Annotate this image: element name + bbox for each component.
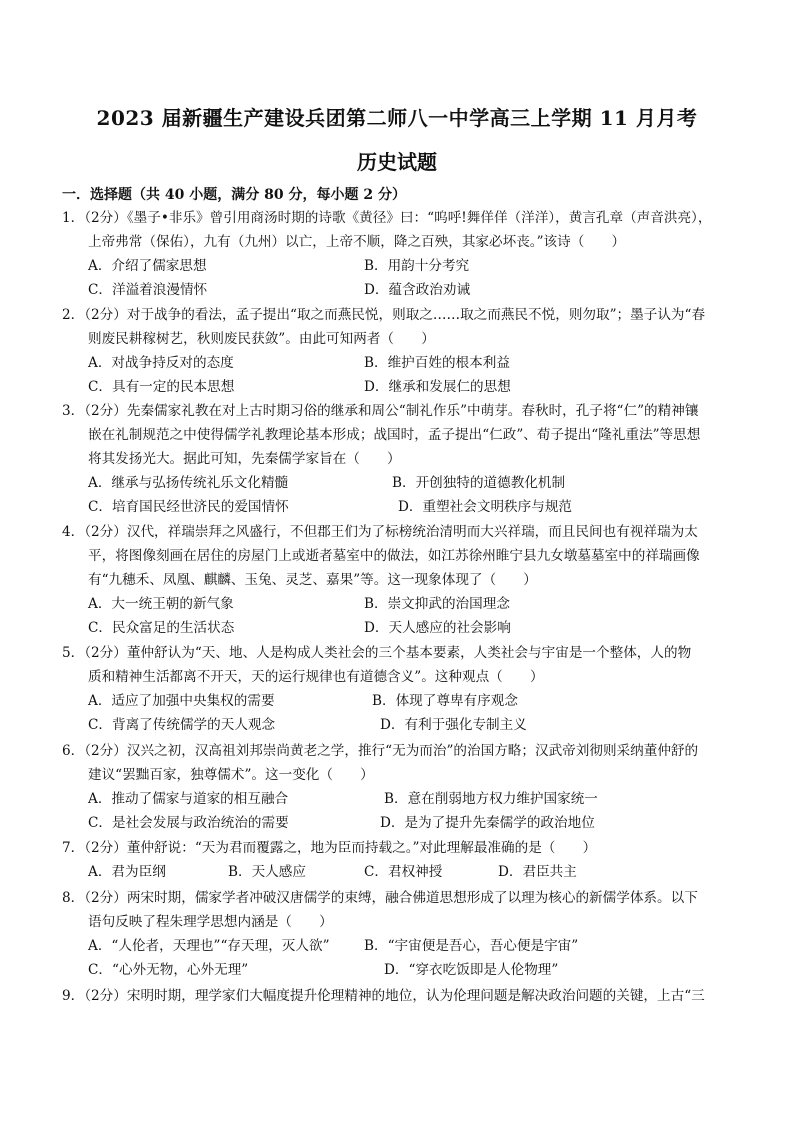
question-stem-line: 上帝弗常（保佑），九有（九州）以亡，上帝不顺，降之百殃，其家必坏丧。”该诗（ ） bbox=[88, 234, 626, 250]
question-8 bbox=[62, 886, 742, 982]
question-stem-line: 将其发扬光大。据此可知，先秦儒学家旨在（ ） bbox=[88, 451, 401, 467]
question-stem-line: 1．（2分）《墨子•非乐》曾引用商汤时期的诗歌《黄径》曰：“呜呼!舞佯佯（洋洋），黄言孔章（声音洪亮）， bbox=[62, 210, 712, 226]
question-stem-line: 6．（2分）汉兴之初，汉高祖刘邦崇尚黄老之学，推行“无为而治”的治国方略；汉武帝刘彻则采纳董仲舒的 bbox=[62, 743, 699, 759]
question-1 bbox=[62, 206, 742, 302]
option-a[interactable]: A．适应了加强中央集权的需要 bbox=[88, 693, 275, 709]
question-5 bbox=[62, 641, 742, 737]
option-b[interactable]: B．崇文抑武的治国理念 bbox=[364, 596, 510, 612]
question-stem-line: 语句反映了程朱理学思想内涵是（ ） bbox=[88, 914, 333, 930]
option-c[interactable]: C．民众富足的生活状态 bbox=[88, 620, 235, 636]
option-c[interactable]: C．君权神授 bbox=[364, 864, 443, 880]
option-b[interactable]: B．维护百姓的根本利益 bbox=[364, 355, 510, 371]
question-stem-line: 平，将图像刻画在居住的房屋门上或逝者墓室中的做法，如江苏徐州睢宁县九女墩墓墓室中的祥瑞画像 bbox=[88, 548, 700, 564]
option-d[interactable]: D．天人感应的社会影响 bbox=[364, 620, 511, 636]
option-d[interactable]: D．“穿衣吃饭即是人伦物理” bbox=[384, 962, 559, 978]
question-stem-line: 8．（2分）两宋时期，儒家学者冲破汉唐儒学的束缚，融合佛道思想形成了以理为核心的新儒学体系。以下 bbox=[62, 890, 698, 906]
option-b[interactable]: B．开创独特的道德教化机制 bbox=[392, 475, 566, 491]
option-b[interactable]: B．天人感应 bbox=[228, 864, 306, 880]
exam-subtitle: 历史试题 bbox=[357, 150, 437, 174]
option-a[interactable]: A．对战争持反对的态度 bbox=[88, 355, 234, 371]
question-stem-line: 有“九穗禾、凤凰、麒麟、玉兔、灵芝、嘉果”等。这一现象体现了（ ） bbox=[88, 572, 537, 588]
question-stem-line: 9．（2分）宋明时期，理学家们大幅度提升伦理精神的地位，认为伦理问题是解决政治问题的关键，上古“三 bbox=[62, 988, 705, 1004]
question-7 bbox=[62, 836, 742, 884]
option-c[interactable]: C．“心外无物，心外无理” bbox=[88, 962, 249, 978]
question-4 bbox=[62, 520, 742, 640]
option-c[interactable]: C．具有一定的民本思想 bbox=[88, 379, 235, 395]
option-c[interactable]: C．背离了传统儒学的天人观念 bbox=[88, 717, 276, 733]
option-d[interactable]: D．君臣共主 bbox=[498, 864, 577, 880]
option-d[interactable]: D．继承和发展仁的思想 bbox=[364, 379, 511, 395]
option-b[interactable]: B．意在削弱地方权力维护国家统一 bbox=[384, 791, 598, 807]
question-stem-line: 质和精神生活都离不开天，天的运行规律也有道德含义”。这种观点（ ） bbox=[88, 669, 544, 685]
exam-title: 2023 届新疆生产建设兵团第二师八一中学高三上学期 11 月月考 bbox=[96, 106, 698, 130]
question-3 bbox=[62, 399, 742, 519]
option-d[interactable]: D．有利于强化专制主义 bbox=[380, 717, 527, 733]
question-stem-line: 建议“罢黜百家，独尊儒术”。这一变化（ ） bbox=[88, 767, 374, 783]
option-b[interactable]: B．体现了尊卑有序观念 bbox=[372, 693, 518, 709]
question-stem-line: 3．（2分）先秦儒家礼教在对上古时期习俗的继承和周公“制礼作乐”中萌芽。春秋时，孔子将“仁”的精神镶 bbox=[62, 403, 699, 419]
option-d[interactable]: D．蕴含政治劝诫 bbox=[364, 282, 471, 298]
question-6 bbox=[62, 739, 742, 835]
option-b[interactable]: B．用韵十分考究 bbox=[364, 258, 470, 274]
question-stem-line: 则废民耕稼树艺，秋则废民获敛”。由此可知两者（ ） bbox=[88, 331, 435, 347]
question-stem-line: 4．（2分）汉代，祥瑞崇拜之风盛行，不但郡王们为了标榜统治清明而大兴祥瑞，而且民间也有视祥瑞为太 bbox=[62, 524, 698, 540]
section-heading: 一．选择题（共 40 小题，满分 80 分，每小题 2 分） bbox=[62, 187, 406, 203]
option-d[interactable]: D．是为了提升先秦儒学的政治地位 bbox=[380, 815, 595, 831]
option-a[interactable]: A．介绍了儒家思想 bbox=[88, 258, 207, 274]
question-9 bbox=[62, 984, 742, 1008]
question-stem-line: 5．（2分）董仲舒认为“天、地、人是构成人类社会的三个基本要素，人类社会与宇宙是一个整体，人的物 bbox=[62, 645, 692, 661]
option-d[interactable]: D．重塑社会文明秩序与规范 bbox=[398, 499, 573, 515]
option-a[interactable]: A．推动了儒家与道家的相互融合 bbox=[88, 791, 289, 807]
option-c[interactable]: C．洋溢着浪漫情怀 bbox=[88, 282, 208, 298]
option-a[interactable]: A．继承与弘扬传统礼乐文化精髓 bbox=[88, 475, 289, 491]
question-stem-line: 7．（2分）董仲舒说：“天为君而覆露之，地为臣而持载之。”对此理解最准确的是（ ） bbox=[62, 840, 597, 856]
option-c[interactable]: C．是社会发展与政治统治的需要 bbox=[88, 815, 289, 831]
question-2 bbox=[62, 303, 742, 399]
option-a[interactable]: A．大一统王朝的新气象 bbox=[88, 596, 234, 612]
option-b[interactable]: B．“宇宙便是吾心，吾心便是宇宙” bbox=[364, 938, 579, 954]
option-a[interactable]: A．“人伦者，天理也”“存天理，灭人欲” bbox=[88, 938, 330, 954]
question-stem-line: 嵌在礼制规范之中使得儒学礼教理论基本形成；战国时，孟子提出“仁政”、荀子提出“隆礼重法”等思想 bbox=[88, 427, 701, 443]
option-a[interactable]: A．君为臣纲 bbox=[88, 864, 166, 880]
question-stem-line: 2．（2分）对于战争的看法，孟子提出“取之而燕民悦，则取之……取之而燕民不悦，则勿取”；墨子认为“春 bbox=[62, 307, 706, 323]
option-c[interactable]: C．培育国民经世济民的爱国情怀 bbox=[88, 499, 289, 515]
